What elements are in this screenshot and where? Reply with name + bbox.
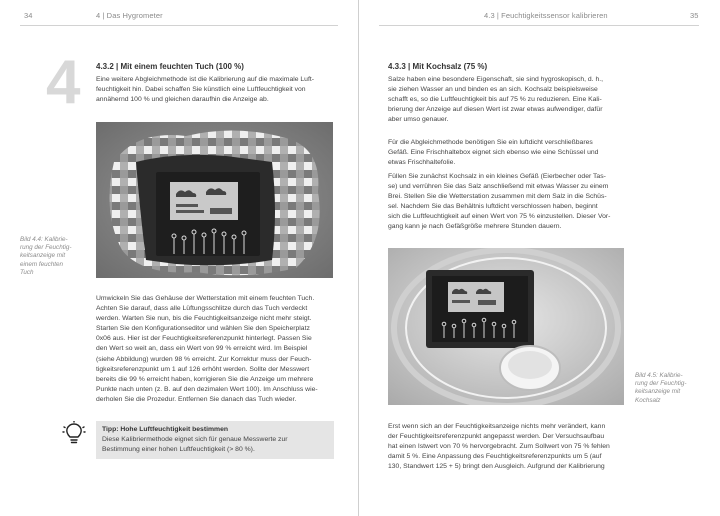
- caption-line: Tuch: [20, 268, 34, 276]
- text-line: gang kann je nach Gefäßgröße mehrere Stunden dauern.: [388, 223, 562, 231]
- text-line: werden. Warten Sie nun, bis die Feuchtigkeitsanzeige nicht mehr steigt.: [96, 315, 312, 323]
- text-line: sel. Nachdem Sie das Behältnis luftdicht verschlossen haben, beginnt: [388, 203, 598, 211]
- wet-cloth-photo-illustration: [96, 122, 333, 278]
- text-line: annähernd 100 % und gleichen daraufhin die Anzeige ab.: [96, 96, 269, 104]
- chapter-number: 4: [46, 48, 81, 117]
- text-line: feuchtigkeit hin. Dabei schaffen Sie künstlich eine Luftfeuchtigkeit von: [96, 86, 306, 94]
- text-line: (siehe Abbildung) wurden 98 % erreicht. Zur Korrektur muss der Feuch-: [96, 355, 312, 363]
- text-line: 0x06 aus. Hier ist der Feuchtigkeitsreferenzpunkt hinterlegt. Passen Sie: [96, 335, 312, 343]
- caption-line: Bild 4.5: Kalibrie-: [635, 372, 683, 379]
- figure-caption-4-5: [635, 372, 705, 405]
- text-line: derholen Sie die Prozedur. Entfernen Sie danach das Tuch wieder.: [96, 395, 297, 403]
- left-page: [0, 0, 359, 516]
- salt-photo-illustration: [388, 248, 624, 405]
- section-heading-4-3-3: 4.3.3 | Mit Kochsalz (75 %): [388, 62, 488, 71]
- text-line: etwas Frischhaltefolie.: [388, 159, 456, 167]
- caption-line: Kochsalz: [635, 396, 661, 404]
- text-line: Gefäß. Eine Frischhaltebox eignet sich ebenso wie eine Schüssel und: [388, 149, 599, 157]
- paragraph-adjustment: [388, 422, 626, 472]
- right-page: [359, 0, 720, 516]
- caption-line: keitsanzeige mit: [20, 252, 66, 260]
- text-line: Für die Abgleichmethode benötigen Sie ein luftdicht verschließbares: [388, 139, 593, 146]
- figure-caption-4-4: [20, 236, 86, 277]
- tip-text-line: Diese Kalibriermethode eignet sich für genaue Messwerte zur: [102, 436, 288, 443]
- caption-line: rung der Feuchtig-: [635, 380, 687, 388]
- caption-line: keitsanzeige mit: [635, 388, 681, 396]
- tip-text-line: Bestimmung einer hohen Luftfeuchtigkeit (> 80 %).: [102, 446, 255, 453]
- section-heading-4-3-2: 4.3.2 | Mit einem feuchten Tuch (100 %): [96, 62, 244, 71]
- tip-box: [96, 421, 334, 459]
- text-line: Achten Sie darauf, dass alle Lüftungsschlitze durch das Tuch verdeckt: [96, 305, 308, 313]
- text-line: der Feuchtigkeitsreferenzpunkt angepasst werden. Der Versuchsaufbau: [388, 433, 605, 441]
- page-number-right: 35: [690, 11, 699, 20]
- text-line: aber umso genauer.: [388, 116, 449, 124]
- paragraph-container: [388, 138, 626, 168]
- page-number-left: 34: [24, 11, 33, 20]
- body-paragraph-wet-cloth: [96, 294, 334, 405]
- text-line: tigkeitsreferenzpunkt um 1 auf 126 erhöht werden. Sollte der Messwert: [96, 365, 310, 373]
- text-line: bereits die 99 % erreicht haben, korrigieren Sie die Anzeige um mehrere: [96, 375, 314, 383]
- caption-line: Bild 4.4: Kalibrie-: [20, 236, 68, 243]
- header-rule-left: [20, 25, 338, 26]
- text-line: Brei. Stellen Sie die Wetterstation zusammen mit dem Salz in die Schüs-: [388, 193, 607, 201]
- text-line: se) und verrühren Sie das Salz anschließend mit etwas Wasser zu einem: [388, 183, 609, 191]
- paragraph-procedure: [388, 172, 626, 233]
- text-line: 130, Standwert 125 + 5) bringt den Ausgleich. Aufgrund der Kalibrierung: [388, 463, 605, 471]
- text-line: Punkte nach unten (z. B. auf den dezimalen Wert 100). Im Anschluss wie-: [96, 385, 318, 393]
- figure-photo-salt: [388, 248, 624, 405]
- running-title-right: 4.3 | Feuchtigkeitssensor kalibrieren: [484, 11, 608, 20]
- text-line: sich die Luftfeuchtigkeit auf einen Wert von 75 % einzustellen. Dieser Vor-: [388, 213, 611, 221]
- caption-line: rung der Feuchtig-: [20, 244, 72, 252]
- text-line: hat einen Istwert von 70 % hervorgebracht. Zum Sollwert von 75 % fehlen: [388, 443, 610, 451]
- tip-title: Tipp: Hohe Luftfeuchtigkeit bestimmen: [102, 426, 228, 433]
- caption-line: einem feuchten: [20, 260, 64, 268]
- text-line: schafft es, so die Luftfeuchtigkeit bis auf 75 % zu reduzieren. Eine Kali-: [388, 96, 602, 104]
- text-line: Füllen Sie zunächst Kochsalz in ein kleines Gefäß (Eierbecher oder Tas-: [388, 173, 606, 180]
- text-line: brierung der Anzeige auf diesen Wert ist zwar etwas aufwendiger, dafür: [388, 106, 603, 114]
- intro-paragraph: [96, 75, 334, 105]
- text-line: sie ziehen Wasser an und binden es an sich. Kochsalz beispielsweise: [388, 86, 598, 94]
- text-line: Salze haben eine besondere Eigenschaft, sie sind hygroskopisch, d. h.,: [388, 76, 603, 83]
- figure-photo-wet-cloth: [96, 122, 333, 278]
- text-line: damit 5 %. Eine Anpassung des Feuchtigkeitsreferenzpunkts um 5 (auf: [388, 453, 602, 461]
- running-title-left: 4 | Das Hygrometer: [96, 11, 163, 20]
- paragraph-salt-intro: [388, 75, 626, 125]
- lightbulb-icon: [62, 421, 86, 452]
- text-line: Starten Sie den Konfigurationseditor und wählen Sie den Speicherplatz: [96, 325, 310, 333]
- text-line: Umwickeln Sie das Gehäuse der Wetterstation mit einem feuchten Tuch.: [96, 295, 315, 302]
- text-line: Eine weitere Abgleichmethode ist die Kalibrierung auf die maximale Luft-: [96, 76, 314, 83]
- text-line: den Wert so weit an, dass ein Wert von 99 % erreicht wird. Im Beispiel: [96, 345, 308, 353]
- text-line: Erst wenn sich an der Feuchtigkeitsanzeige nichts mehr verändert, kann: [388, 423, 606, 430]
- header-rule-right: [379, 25, 699, 26]
